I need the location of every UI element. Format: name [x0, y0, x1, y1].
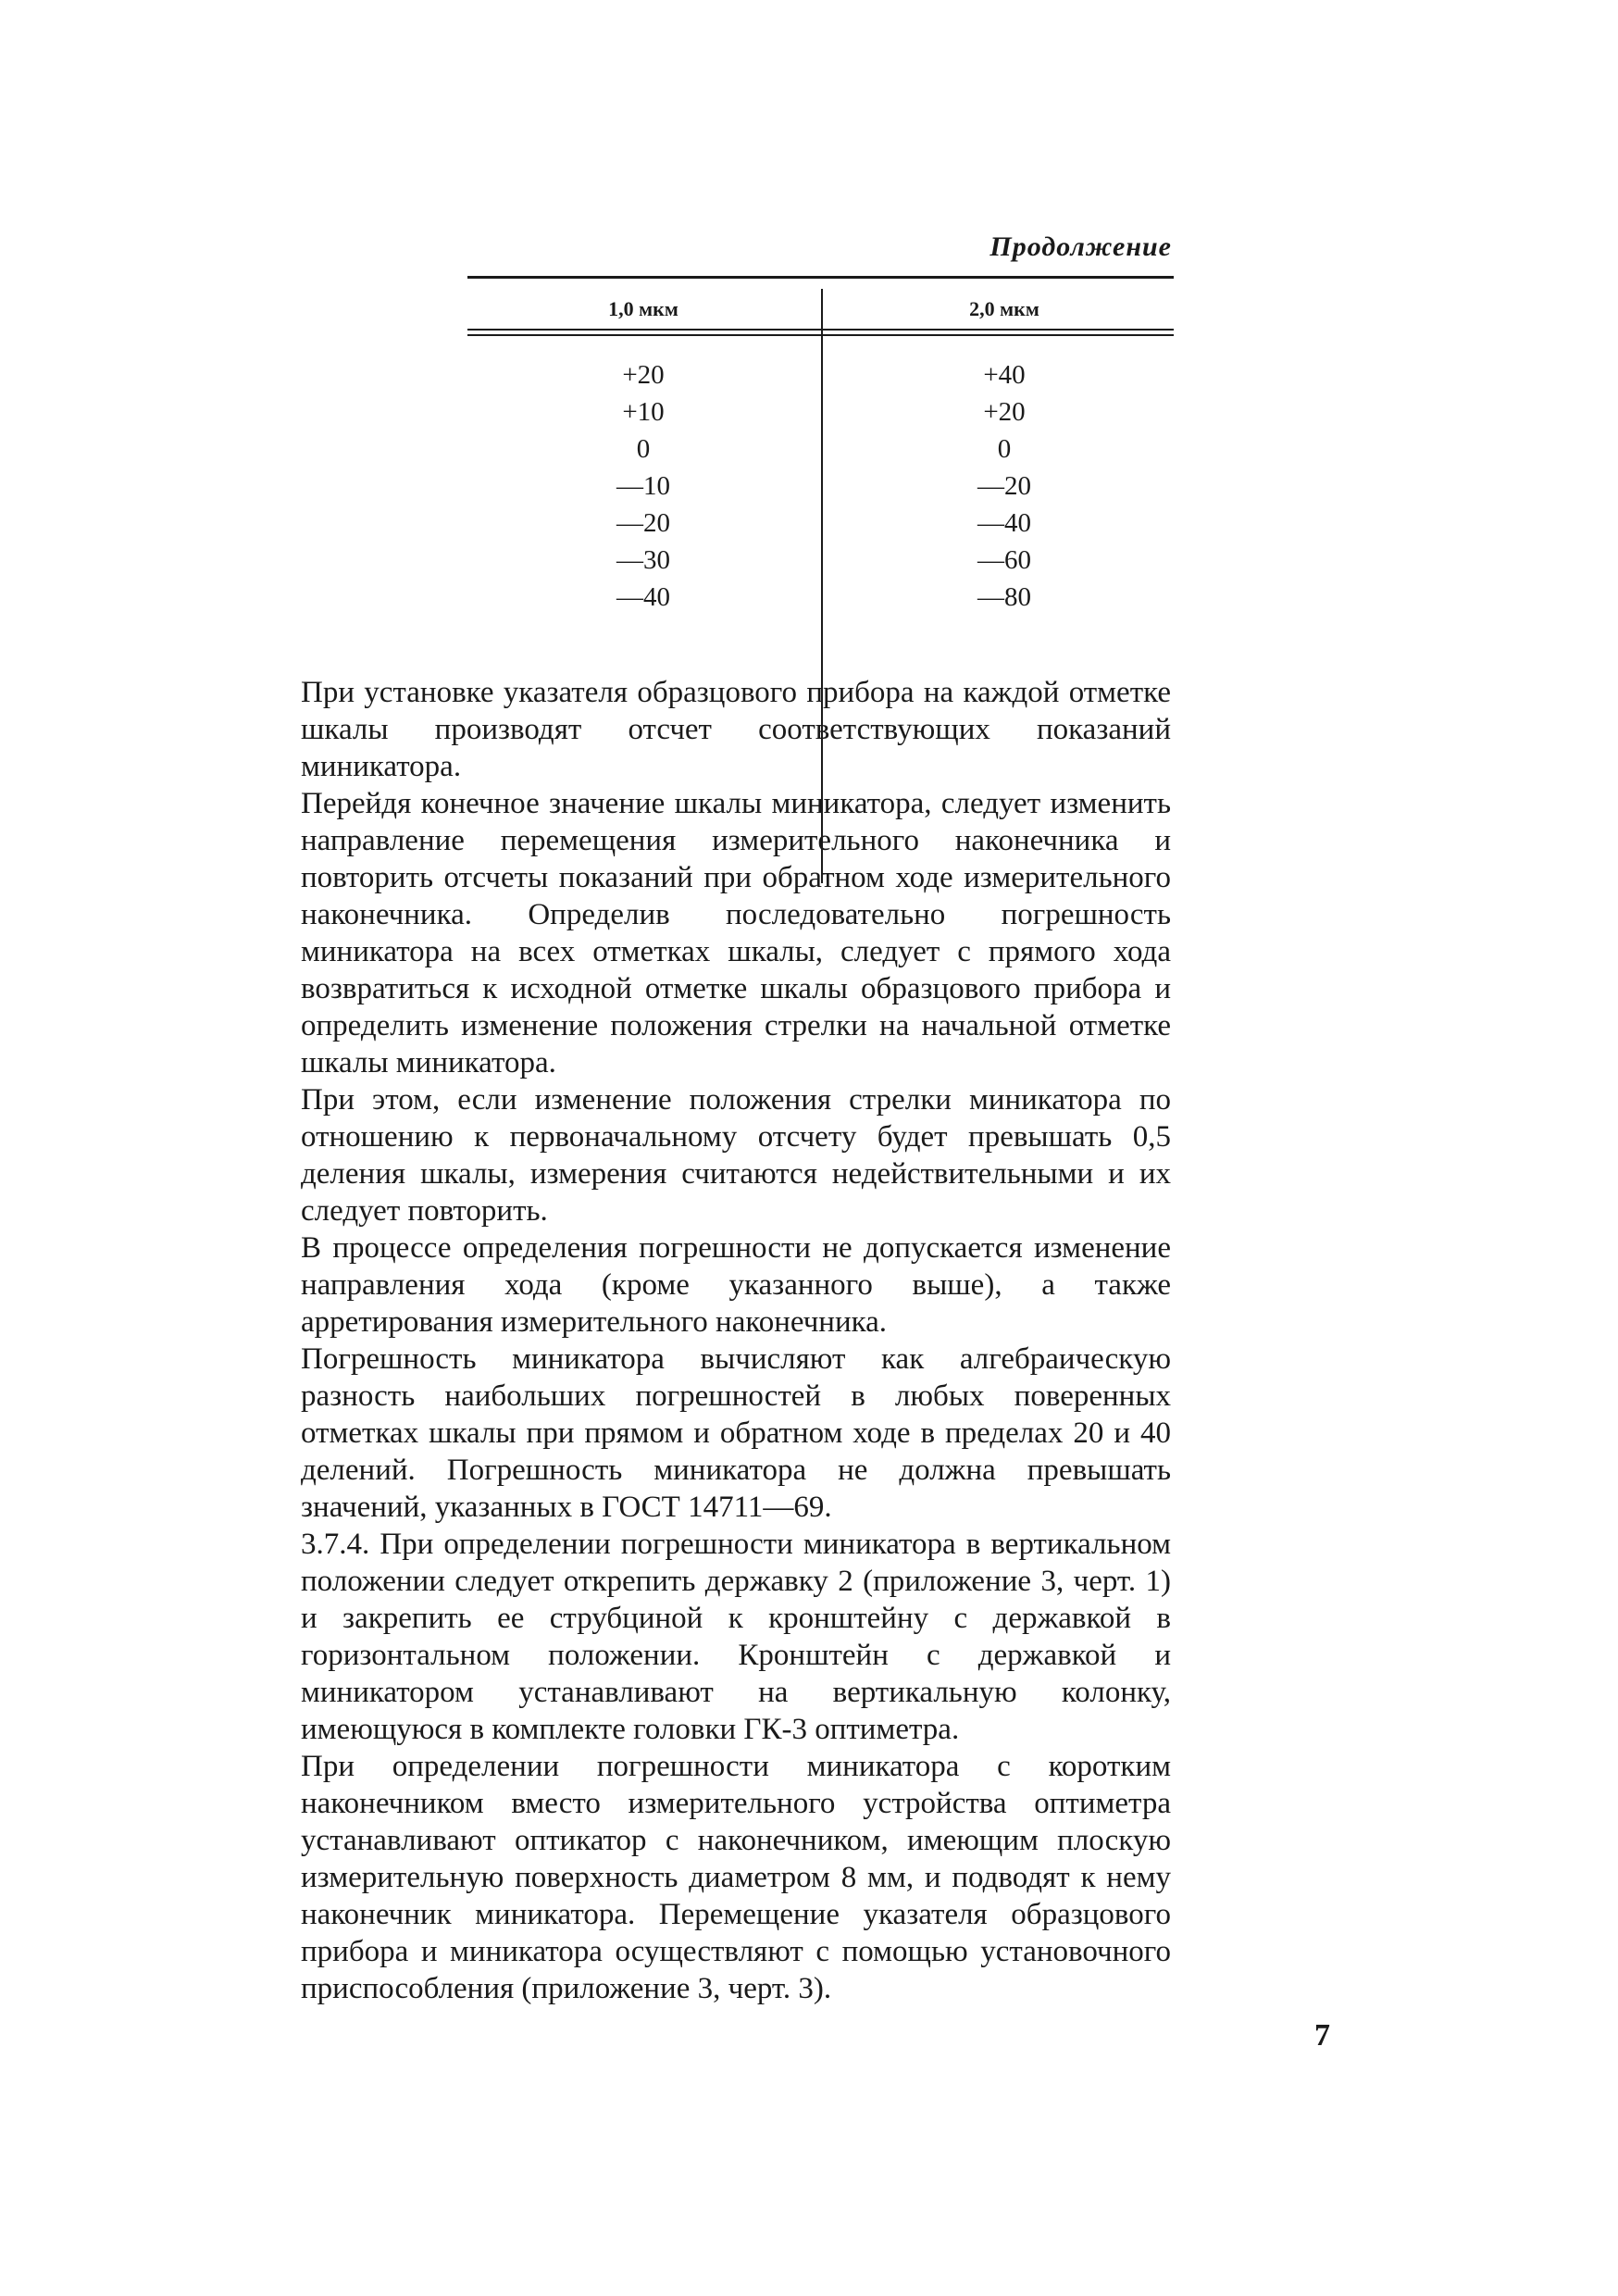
values-table [467, 276, 1174, 632]
table-cell: —80 [977, 582, 1031, 612]
table-cell: 0 [636, 434, 651, 464]
table-cell: —20 [616, 508, 670, 538]
table-body [467, 336, 1174, 632]
table-cell: —60 [977, 545, 1031, 575]
column-header-2-0-um: 2,0 мкм [969, 297, 1039, 320]
table-cell: 0 [997, 434, 1012, 464]
paragraph [301, 1526, 1171, 1748]
page-number: 7 [1314, 2018, 1330, 2053]
paragraph [301, 1748, 1171, 2007]
paragraph-text: При установке указателя образцового прибора на каждой отметке шкалы производят отсчет соответствующих показаний миникатора. [301, 676, 1171, 783]
paragraph [301, 785, 1171, 1081]
table-cell: +40 [983, 360, 1026, 390]
paragraph [301, 1081, 1171, 1229]
table-cell: —20 [977, 471, 1031, 501]
paragraph [301, 674, 1171, 785]
table-cell: —30 [616, 545, 670, 575]
paragraph-text: 3.7.4. При определении погрешности миникатора в вертикальном положении следует открепить державку 2 (приложение 3, черт. 1) и закрепить ее струбциной к кронштейну с державкой в горизонтальном положении. Кронштейн с державкой и миникатором устанавливают на вертикальную колонку, имеющуюся в комплекте головки ГК-3 оптиметра. [301, 1528, 1171, 1746]
table-cell: +20 [622, 360, 665, 390]
paragraph-text: При определении погрешности миникатора с коротким наконечником вместо измерительного устройства оптиметра устанавливают оптикатор с наконечником, имеющим плоскую измерительную поверхность диаметром 8 мм, и подводят к нему наконечник миникатора. Перемещение указателя образцового прибора и миникатора осуществляют с помощью установочного приспособления (приложение 3, черт. 3). [301, 1750, 1171, 2005]
paragraph-text: Перейдя конечное значение шкалы миникатора, следует изменить направление перемещения измерительного наконечника и повторить отсчеты показаний при обратном ходе измерительного наконечника. Определив последовательно погрешность миникатора на всех отметках шкалы, следует с прямого хода возвратиться к исходной отметке шкалы образцового прибора и определить изменение положения стрелки на начальной отметке шкалы миникатора. [301, 787, 1171, 1079]
column-header-1-0-um: 1,0 мкм [608, 297, 678, 320]
table-cell: —10 [616, 471, 670, 501]
paragraph [301, 1229, 1171, 1341]
paragraph-text: При этом, если изменение положения стрелки миникатора по отношению к первоначальному отсчету будет превышать 0,5 деления шкалы, измерения считаются недействительными и их следует повторить. [301, 1083, 1171, 1228]
table-cell: +10 [622, 397, 665, 427]
column-2-0-um [912, 356, 1097, 616]
paragraph-text: Погрешность миникатора вычисляют как алгебраическую разность наибольших погрешностей в любых поверенных отметках шкалы при прямом и обратном ходе в пределах 20 и 40 делений. Погрешность миникатора не должна превышать значений, указанных в ГОСТ 14711—69. [301, 1342, 1171, 1524]
body-text [301, 674, 1171, 2007]
table-cell: —40 [977, 508, 1031, 538]
paragraph-text: В процессе определения погрешности не допускается изменение направления хода (кроме указанного выше), а также арретирования измерительного наконечника. [301, 1231, 1171, 1339]
table-cell: —40 [616, 582, 670, 612]
column-1-0-um [551, 356, 736, 616]
continuation-label: Продолжение [989, 231, 1172, 262]
paragraph [301, 1341, 1171, 1526]
table-cell: +20 [983, 397, 1026, 427]
